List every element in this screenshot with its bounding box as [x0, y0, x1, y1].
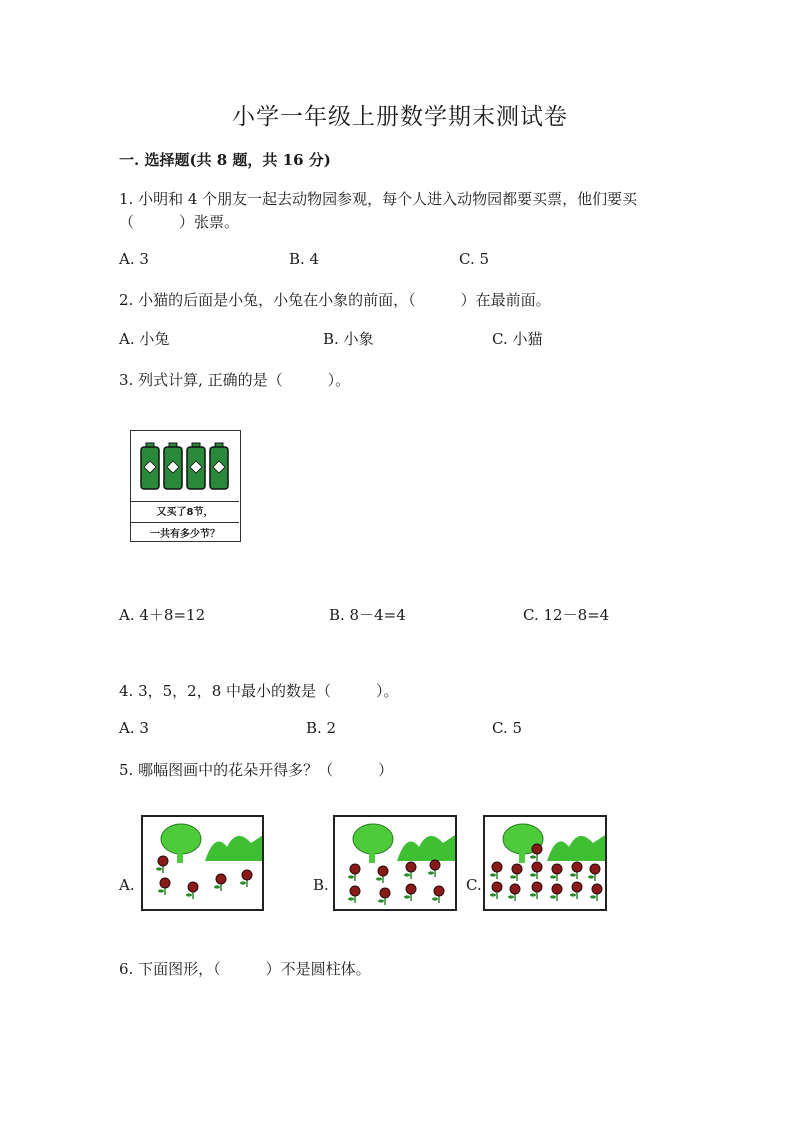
q4-option-b: B. 2	[306, 719, 337, 737]
flower-scene-c	[485, 817, 605, 909]
flower-leaf	[378, 899, 384, 902]
tree-trunk	[177, 847, 183, 863]
flower-leaf	[214, 885, 220, 888]
q1-option-c: C. 5	[459, 250, 490, 268]
flower-scene-b	[335, 817, 455, 909]
flower-head	[592, 884, 602, 894]
bush-shape	[397, 835, 455, 861]
question-3-text: 3. 列式计算, 正确的是（ ）。	[119, 371, 351, 389]
question-6-text: 6. 下面图形，（ ）不是圆柱体。	[119, 960, 371, 978]
q2-option-a: A. 小兔	[119, 330, 170, 348]
flower-leaf	[404, 895, 410, 898]
flower-leaf	[490, 873, 496, 876]
flower-head	[434, 886, 444, 896]
flower-head	[552, 864, 562, 874]
q1-option-b: B. 4	[289, 250, 320, 268]
flower-leaf	[186, 893, 192, 896]
flower-head	[216, 874, 226, 884]
flower-head	[158, 856, 168, 866]
flower-leaf	[590, 895, 596, 898]
flower-leaf	[550, 875, 556, 878]
flower-leaf	[158, 889, 164, 892]
flower-head	[492, 882, 502, 892]
flower-head	[492, 862, 502, 872]
q3-option-b: B. 8－4=4	[329, 606, 406, 624]
q2-option-c: C. 小猫	[492, 330, 543, 348]
flower-picture-c	[483, 815, 607, 911]
flower-leaf	[348, 875, 354, 878]
flower-head	[532, 844, 542, 854]
flower-leaf	[376, 877, 382, 880]
question-1-text-cont: （ ）张票。	[119, 213, 240, 231]
flower-head	[406, 884, 416, 894]
flower-head	[160, 878, 170, 888]
flower-leaf	[510, 875, 516, 878]
flower-leaf	[530, 855, 536, 858]
flower-head	[510, 884, 520, 894]
flower-leaf	[588, 875, 594, 878]
question-4-text: 4. 3，5，2，8 中最小的数是（ ）。	[119, 682, 399, 700]
flower-head	[512, 864, 522, 874]
flower-leaf	[490, 893, 496, 896]
q3-option-c: C. 12－8=4	[523, 606, 610, 624]
flower-leaf	[432, 897, 438, 900]
flower-leaf	[530, 873, 536, 876]
q4-option-c: C. 5	[492, 719, 523, 737]
battery-figure	[130, 430, 241, 542]
section-heading: 一. 选择题(共 8 题，共 16 分)	[119, 151, 331, 169]
tree-trunk	[519, 847, 525, 863]
figure-caption-2: 一共有多少节？	[150, 529, 220, 540]
question-1-text: 1. 小明和 4 个朋友一起去动物园参观，每个人进入动物园都要买票，他们要买	[119, 190, 638, 208]
flower-head	[430, 860, 440, 870]
q5-option-b-label: B.	[313, 876, 329, 894]
flower-head	[380, 888, 390, 898]
flower-picture-b	[333, 815, 457, 911]
flower-head	[406, 862, 416, 872]
flower-picture-a	[141, 815, 264, 911]
bush-shape	[547, 835, 605, 861]
flower-head	[350, 864, 360, 874]
flower-head	[590, 864, 600, 874]
flower-head	[378, 866, 388, 876]
flower-scene-a	[143, 817, 262, 909]
flower-leaf	[550, 895, 556, 898]
battery-icons	[131, 431, 239, 501]
flower-leaf	[570, 873, 576, 876]
flower-head	[572, 862, 582, 872]
question-2-text: 2. 小猫的后面是小兔，小兔在小象的前面，（ ）在最前面。	[119, 291, 551, 309]
flower-leaf	[428, 871, 434, 874]
q1-option-a: A. 3	[119, 250, 149, 268]
q4-option-a: A. 3	[119, 719, 149, 737]
flower-head	[532, 882, 542, 892]
flower-head	[242, 870, 252, 880]
flower-leaf	[530, 893, 536, 896]
flower-head	[552, 884, 562, 894]
flower-head	[532, 862, 542, 872]
flower-head	[188, 882, 198, 892]
flower-leaf	[156, 867, 162, 870]
figure-caption-1: 又买了8节，	[156, 507, 214, 518]
question-5-text: 5. 哪幅图画中的花朵开得多？（ ）	[119, 761, 394, 779]
tree-trunk	[369, 847, 375, 863]
flower-leaf	[240, 881, 246, 884]
q5-option-c-label: C.	[466, 876, 482, 894]
flower-leaf	[508, 895, 514, 898]
flower-head	[350, 886, 360, 896]
flower-leaf	[570, 893, 576, 896]
q2-option-b: B. 小象	[323, 330, 374, 348]
page-title: 小学一年级上册数学期末测试卷	[232, 104, 568, 130]
bush-shape	[205, 835, 262, 861]
q3-option-a: A. 4＋8=12	[119, 606, 206, 624]
q5-option-a-label: A.	[119, 876, 135, 894]
flower-leaf	[404, 873, 410, 876]
flower-head	[572, 882, 582, 892]
flower-leaf	[348, 897, 354, 900]
